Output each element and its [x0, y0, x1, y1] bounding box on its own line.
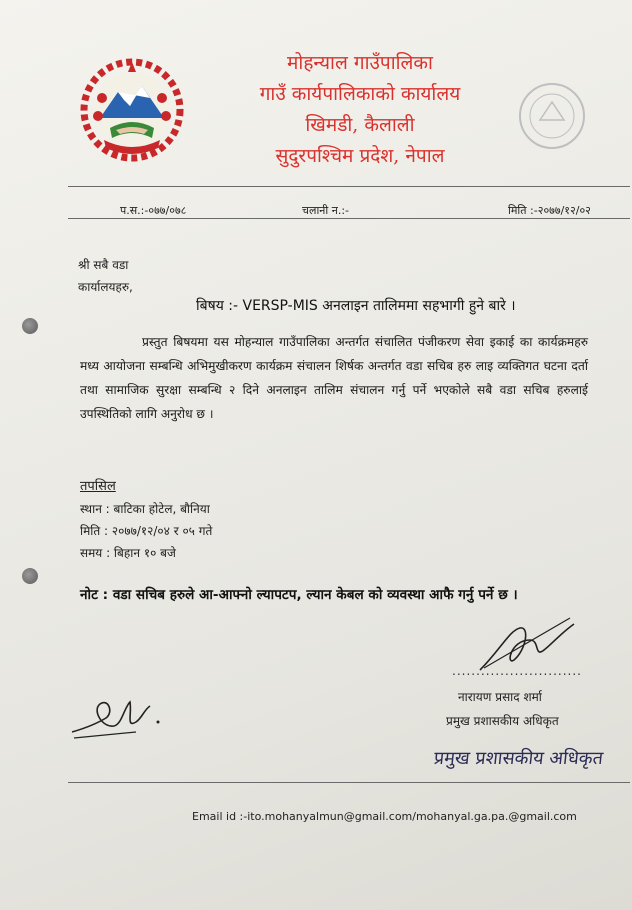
details-heading: तपसिल: [80, 479, 116, 494]
punch-hole: [22, 318, 38, 334]
header-office: गाउँ कार्यपालिकाको कार्यालय: [259, 83, 461, 105]
letter-subject: बिषय :- VERSP-MIS अनलाइन तालिममा सहभागी हुने बारे ।: [196, 298, 516, 314]
header-province: सुदुरपश्चिम प्रदेश, नेपाल: [275, 145, 445, 167]
patra-sankhya: प.स.:-०७७/०७८: [120, 204, 187, 217]
letter-date: मिति :-२०७७/१२/०२: [508, 204, 591, 217]
footer-rule: [68, 782, 630, 783]
nepal-emblem-icon: [80, 58, 184, 162]
header-municipality: मोहन्याल गाउँपालिका: [287, 52, 433, 74]
recipient-line-2: कार्यालयहरु,: [78, 280, 133, 294]
note-text: नोट : वडा सचिब हरुले आ-आफ्नो ल्यापटप, ल्यान केबल को व्यवस्था आफै गर्नु पर्ने छ ।: [80, 587, 518, 603]
officer-stamp: प्रमुख प्रशासकीय अधिकृत: [432, 748, 605, 769]
header-rule-top: [68, 186, 630, 187]
footer-email: Email id :-ito.mohanyalmun@gmail.com/mohanyal.ga.pa.@gmail.com: [192, 810, 577, 823]
left-signature-icon: [66, 688, 166, 750]
office-header: [210, 48, 510, 172]
signature-dots: ...........................: [452, 664, 582, 678]
letter-body: प्रस्तुत बिषयमा यस मोहन्याल गाउँपालिका अन्तर्गत संचालित पंजीकरण सेवा इकाई का कार्यक्रमहरु मध्य आयोजना सम्बन्धि अभिमुखीकरण कार्यक्रम संचालन शिर्षक अन्तर्गत वडा सचिब हरु लाइ व्यक्तिगत घटना दर्ता तथा सामाजिक सुरक्षा सम्बन्धि २ दिने अनलाइन तालिम संचालन गर्नु पर्ने भएकोले सबै वडा सचिब हरुलाई उपस्थितिको लागि अनुरोध छ ।: [80, 335, 588, 421]
faded-stamp-icon: [512, 76, 592, 156]
details-time: समय : बिहान १० बजे: [80, 546, 176, 560]
details-date: मिति : २०७७/१२/०४ र ०५ गते: [80, 524, 213, 538]
header-location: खिमडी, कैलाली: [305, 114, 415, 136]
details-place: स्थान : बाटिका होटेल, बौनिया: [80, 502, 210, 516]
officer-title: प्रमुख प्रशासकीय अधिकृत: [446, 714, 559, 728]
header-rule-bottom: [68, 218, 630, 219]
chalani-number: चलानी न.:-: [302, 204, 350, 217]
punch-hole: [22, 568, 38, 584]
recipient-line-1: श्री सबै वडा: [78, 258, 129, 272]
officer-name: नारायण प्रसाद शर्मा: [458, 690, 542, 704]
